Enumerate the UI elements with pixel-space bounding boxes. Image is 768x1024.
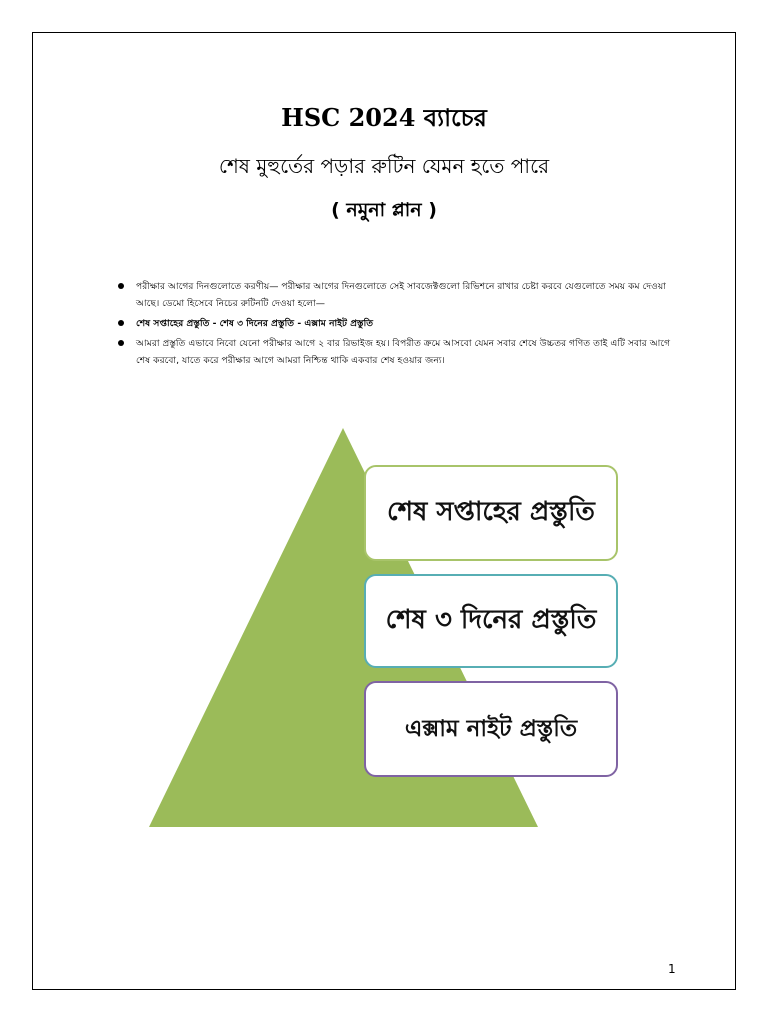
pyramid-level-3: এক্সাম নাইট প্রস্তুতি [364, 681, 618, 777]
page-number: 1 [668, 962, 676, 976]
pyramid-level-1: শেষ সপ্তাহের প্রস্তুতি [364, 465, 618, 561]
list-item-text: আমরা প্রস্তুতি এভাবে নিবো যেনো পরীক্ষার আগে ২ বার রিভাইজ হয়। বিপরীত ক্রমে আসবো যেমন সবার শেষে উচ্চতর গণিত তাই এটি সবার আগে শেষ করবো, যাতে করে পরীক্ষার আগে আমরা নিশ্চিন্ত থাকি একবার শেষ হওয়ার জন্য। [136, 338, 671, 366]
document-subtitle: শেষ মুহুর্তের পড়ার রুটিন যেমন হতে পারে [218, 154, 550, 178]
list-item-text: পরীক্ষার আগের দিনগুলোতে করণীয়— পরীক্ষার আগের দিনগুলোতে সেই সাবজেক্টগুলো রিভিশনে রাখার চেষ্টা করবে যেগুলোতে সময় কম দেওয়া আছে। ডেমো হিসেবে নিচের রুটিনটি দেওয়া হলো— [136, 281, 666, 309]
document-title: HSC 2024 ব্যাচের [281, 103, 487, 132]
list-item-text: শেষ সপ্তাহের প্রস্তুতি - শেষ ৩ দিনের প্রস্তুতি - এক্সাম নাইট প্রস্তুতি [136, 318, 374, 329]
sample-plan-note: ( নমুনা প্লান ) [331, 199, 437, 221]
pyramid-level-2: শেষ ৩ দিনের প্রস্তুতি [364, 574, 618, 668]
